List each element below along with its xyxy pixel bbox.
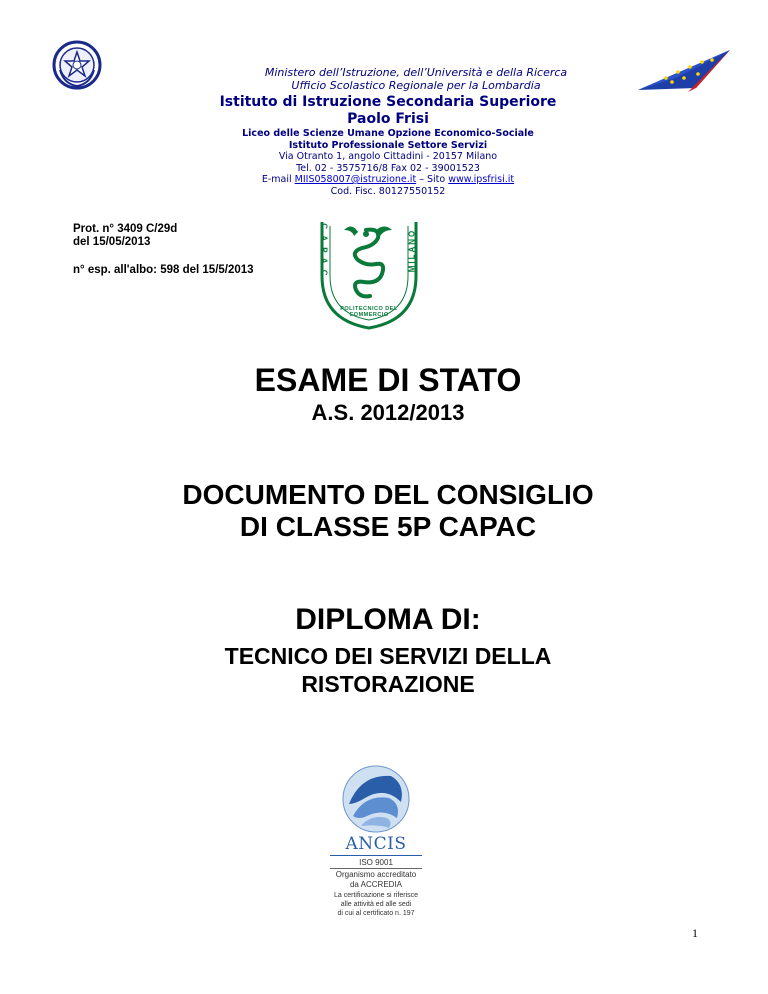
address-line: Via Otranto 1, angolo Cittadini - 20157 Milano [278,151,498,162]
albo-number: n° esp. all'albo: 598 del 15/5/2013 [73,264,254,276]
ancis-note-2: alle attività ed alle sedi [340,901,412,908]
email-link[interactable]: MIIS058007@istruzione.it [294,174,417,185]
school-year: A.S. 2012/2013 [311,400,465,425]
capac-logo-text-arc: POLITECNICO DEL COMMERCIO [340,306,398,318]
liceo-line: Liceo delle Scienze Umane Opzione Economico-Sociale [242,128,534,139]
diploma-heading: DIPLOMA DI: [295,603,481,636]
professionale-line: Istituto Professionale Settore Servizi [288,139,488,151]
site-prefix: – Sito [416,174,449,185]
phone-line: Tel. 02 - 3575716/8 Fax 02 - 39001523 [296,162,480,174]
institute-name-line1: Istituto di Istruzione Secondaria Superiore [219,94,557,110]
capac-logo-text-right: MILANO [407,228,417,273]
capac-logo [308,218,430,330]
diploma-name-line2: RISTORAZIONE [301,671,475,697]
fiscal-code: Cod. Fisc. 80127550152 [330,185,446,197]
document-title-line2: DI CLASSE 5P CAPAC [239,511,537,542]
protocol-number: Prot. n° 3409 C/29d [73,223,178,235]
website-link[interactable]: www.ipsfrisi.it [448,174,515,185]
institute-name-line2: Paolo Frisi [347,111,429,127]
capac-logo-text-left: C.A.P.A.C. [319,223,329,282]
regional-office: Ufficio Scolastico Regionale per la Lombardia [291,79,541,92]
ancis-name: ANCIS [330,834,422,856]
diploma-name-line1: TECNICO DEI SERVIZI DELLA [224,643,552,669]
ancis-iso: ISO 9001 [330,858,422,869]
email-prefix: E-mail [261,174,295,185]
ancis-accredited-2: da ACCREDIA [349,880,403,889]
protocol-date: del 15/05/2013 [73,236,151,248]
ancis-globe-icon [341,764,411,834]
exam-title: ESAME DI STATO [254,362,522,398]
ancis-accredited-1: Organismo accreditato [335,870,417,879]
page-number: 1 [692,926,698,940]
ancis-note-3: di cui al certificato n. 197 [337,910,415,917]
ministry-name: Ministero dell’Istruzione, dell’Università e della Ricerca [264,66,568,79]
document-title-line1: DOCUMENTO DEL CONSIGLIO [182,479,594,510]
contact-line [4,174,768,186]
ancis-certification-logo [330,764,422,924]
ancis-note-1: La certificazione si riferisce [333,892,419,899]
